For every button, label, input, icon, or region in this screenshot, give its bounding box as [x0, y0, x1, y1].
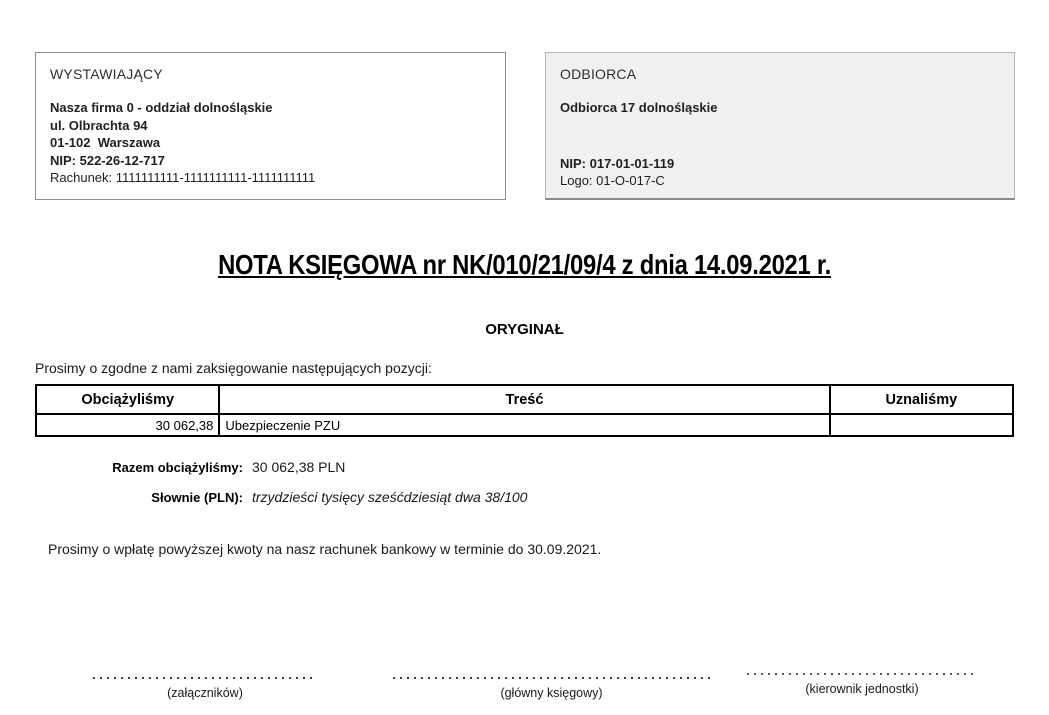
cell-credit-amount: [830, 414, 1013, 436]
copy-type-label: ORYGINAŁ: [485, 321, 564, 338]
recipient-logo-code: Logo: 01-O-017-C: [560, 173, 665, 188]
signature-label-chief-accountant: (główny księgowy): [500, 686, 603, 700]
booking-intro-text: Prosimy o zgodne z nami zaksięgowanie następujących pozycji:: [35, 360, 432, 376]
column-header-description: Treść: [219, 385, 829, 414]
amount-in-words-label: Słownie (PLN):: [151, 490, 243, 505]
table-header-row: [36, 385, 1013, 414]
recipient-heading: ODBIORCA: [560, 66, 637, 82]
issuer-box: [35, 52, 506, 200]
issuer-name: Nasza firma 0 - oddział dolnośląskie: [50, 100, 273, 115]
cell-description: Ubezpieczenie PZU: [219, 414, 829, 436]
signature-attachments: [93, 677, 317, 700]
table-row: [36, 414, 1013, 436]
amount-in-words-line: [35, 489, 527, 507]
title-wrap: [0, 249, 1049, 281]
recipient-spacer: [560, 117, 1000, 155]
amount-in-words-value: trzydzieści tysięcy sześćdziesiąt dwa 38/100: [252, 489, 528, 505]
issuer-nip: NIP: 522-26-12-717: [50, 152, 165, 168]
signature-label-attachments: (załączników): [167, 686, 243, 700]
cell-debit-amount: 30 062,38: [36, 414, 219, 436]
issuer-address-city: 01-102 Warszawa: [50, 135, 161, 150]
issuer-heading: WYSTAWIAJĄCY: [50, 66, 163, 82]
recipient-box: [545, 52, 1015, 200]
signature-chief-accountant: [393, 677, 710, 700]
total-debit-label: Razem obciążyliśmy:: [112, 460, 243, 475]
signature-dotted-line: [747, 673, 977, 675]
signature-dotted-line: [93, 677, 317, 679]
signature-dotted-line: [393, 677, 710, 679]
recipient-name: Odbiorca 17 dolnośląskie: [560, 100, 718, 115]
signature-unit-manager: [747, 673, 977, 696]
column-header-credit: Uznaliśmy: [830, 385, 1013, 414]
issuer-address-street: ul. Olbrachta 94: [50, 117, 148, 133]
recipient-nip: NIP: 017-01-01-119: [560, 155, 675, 171]
signature-label-unit-manager: (kierownik jednostki): [805, 682, 919, 696]
payment-request-text: Prosimy o wpłatę powyższej kwoty na nasz rachunek bankowy w terminie do 30.09.2021.: [48, 541, 602, 557]
total-debit-line: [35, 459, 345, 477]
column-header-debit: Obciążyliśmy: [36, 385, 219, 414]
total-debit-value: 30 062,38 PLN: [252, 459, 346, 475]
positions-table: [35, 384, 1014, 437]
document-title: NOTA KSIĘGOWA nr NK/010/21/09/4 z dnia 14.09.2021 r.: [218, 249, 831, 280]
issuer-account-number: Rachunek: 1111111111-1111111111-1111111111: [50, 170, 316, 185]
